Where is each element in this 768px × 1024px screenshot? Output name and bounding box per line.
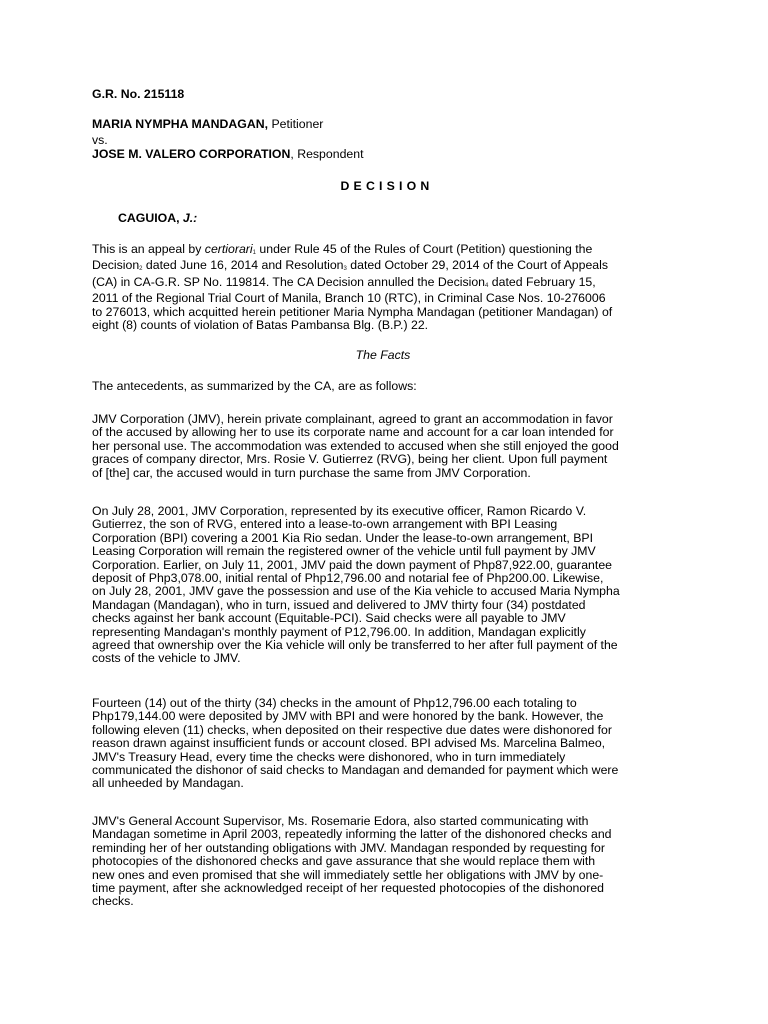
paragraph-line: reason drawn against insufficient funds or account closed. BPI advised Ms. Marcelina Balmeo, xyxy=(92,736,606,751)
paragraph-line: all unheeded by Mandagan. xyxy=(92,776,244,791)
intro-paragraph xyxy=(92,243,686,332)
paragraph-line: checks against her bank account (Equitable-PCI). Said checks were all payable to JMV xyxy=(92,611,566,626)
ponente-suffix: J.: xyxy=(182,211,198,225)
case-number: G.R. No. 215118 xyxy=(92,87,185,101)
paragraph-line: of the accused by allowing her to use its corporate name and account for a car loan intended for xyxy=(92,425,614,440)
paragraph-line: reminding her of her outstanding obligations with JMV. Mandagan responded by requesting for xyxy=(92,840,605,855)
intro-line-6: eight (8) counts of violation of Batas Pambansa Blg. (B.P.) 22. xyxy=(92,318,429,333)
respondent-name: JOSE M. VALERO CORPORATION xyxy=(92,147,291,161)
paragraph-line: Mandagan sometime in April 2003, repeatedly informing the latter of the dishonored checks and xyxy=(92,827,612,842)
respondent-line xyxy=(92,148,686,161)
paragraph-line: Fourteen (14) out of the thirty (34) checks in the amount of Php12,796.00 each totaling to xyxy=(92,696,577,710)
paragraph-1 xyxy=(92,413,686,480)
paragraph-line: On July 28, 2001, JMV Corporation, represented by its executive officer, Ramon Ricardo V. xyxy=(92,504,587,518)
footnote-marker[interactable]: 2 xyxy=(139,266,143,273)
paragraph-line: deposit of Php3,078.00, initial rental of Php12,796.00 and notarial fee of Php200.00. Likewise, xyxy=(92,571,604,586)
ponente-line xyxy=(118,212,712,225)
footnote-marker[interactable]: 4 xyxy=(485,282,489,289)
petitioner-name: MARIA NYMPHA MANDAGAN, xyxy=(92,117,269,131)
footnote-marker[interactable]: 1 xyxy=(252,250,256,256)
intro-line-2 xyxy=(92,259,686,275)
paragraph-line: Mandagan (Mandagan), who in turn, issued and delivered to JMV thirty four (34) postdated xyxy=(92,597,586,612)
intro-text: dated June 16, 2014 and Resolution xyxy=(142,258,344,273)
paragraph-line: following eleven (11) checks, when deposited on their respective due dates were dishonored for xyxy=(92,722,612,737)
paragraph-line: graces of company director, Mrs. Rosie V. Gutierrez (RVG), being her client. Upon full payment xyxy=(92,452,608,467)
paragraph-line: Corporation. Earlier, on July 11, 2001, JMV paid the down payment of Php87,922.00, guarantee xyxy=(92,557,612,572)
paragraph-line: communicated the dishonor of said checks to Mandagan and demanded for payment which were xyxy=(92,763,619,778)
paragraph-line: JMV's General Account Supervisor, Ms. Rosemarie Edora, also started communicating with xyxy=(92,814,589,828)
intro-line-1 xyxy=(92,243,686,259)
paragraph-line: JMV's Treasury Head, every time the checks were dishonored, who in turn immediately xyxy=(92,749,566,764)
paragraph-line: Php179,144.00 were deposited by JMV with BPI and were honored by the bank. However, the xyxy=(92,709,604,724)
paragraph-line: costs of the vehicle to JMV. xyxy=(92,651,241,666)
intro-text: (CA) in CA-G.R. SP No. 119814. The CA Decision annulled the Decision xyxy=(92,274,486,289)
petitioner-line xyxy=(92,118,686,131)
antecedents-text: The antecedents, as summarized by the CA, are as follows: xyxy=(92,379,417,393)
ponente-name: CAGUIOA, xyxy=(118,211,183,225)
intro-text: dated October 29, 2014 of the Court of Appeals xyxy=(346,258,609,273)
intro-text: Decision xyxy=(92,258,140,273)
respondent-role: , Respondent xyxy=(290,147,364,161)
paragraph-line: representing Mandagan's monthly payment of P12,796.00. In addition, Mandagan explicitly xyxy=(92,624,586,639)
intro-text: dated February 15, xyxy=(488,274,596,289)
paragraph-line: time payment, after she acknowledged receipt of her requested photocopies of the dishonored xyxy=(92,881,605,896)
paragraph-line: Corporation (BPI) covering a 2001 Kia Rio sedan. Under the lease-to-own arrangement, BPI xyxy=(92,530,594,545)
versus-text: vs. xyxy=(92,133,108,147)
paragraph-line: Leasing Corporation will remain the registered owner of the vehicle until full payment by JMV xyxy=(92,544,596,559)
paragraph-line: of [the] car, the accused would in turn purchase the same from JMV Corporation. xyxy=(92,465,531,480)
paragraph-2 xyxy=(92,505,686,666)
paragraph-line: checks. xyxy=(92,894,134,909)
footnote-marker[interactable]: 3 xyxy=(343,266,347,273)
certiorari-term: certiorari xyxy=(204,242,253,256)
paragraph-4 xyxy=(92,815,686,909)
paragraph-line: photocopies of the dishonored checks and gave assurance that she would replace them with xyxy=(92,854,596,869)
intro-line-3 xyxy=(92,276,686,292)
paragraph-line: her personal use. The accommodation was extended to accused when she still enjoyed the good xyxy=(92,438,619,453)
intro-text: under Rule 45 of the Rules of Court (Petition) questioning the xyxy=(255,242,593,256)
paragraph-3 xyxy=(92,697,686,791)
intro-text: This is an appeal by xyxy=(92,242,205,256)
paragraph-line: JMV Corporation (JMV), herein private complainant, agreed to grant an accommodation in favor xyxy=(92,412,613,426)
paragraph-line: new ones and even promised that she will immediately settle her obligations with JMV by one- xyxy=(92,867,604,882)
petitioner-role: Petitioner xyxy=(268,117,324,131)
intro-line-4: 2011 of the Regional Trial Court of Manila, Branch 10 (RTC), in Criminal Case Nos. 10-276006 xyxy=(92,291,606,306)
facts-heading: The Facts xyxy=(355,348,411,362)
paragraph-line: agreed that ownership over the Kia vehicle will only be transferred to her after full payment of the xyxy=(92,638,618,653)
paragraph-line: Gutierrez, the son of RVG, entered into a lease-to-own arrangement with BPI Leasing xyxy=(92,517,558,532)
paragraph-line: on July 28, 2001, JMV gave the possession and use of the Kia vehicle to accused Maria Nympha xyxy=(92,584,620,599)
intro-line-5: to 276013, which acquitted herein petitioner Maria Nympha Mandagan (petitioner Mandagan) of xyxy=(92,304,613,319)
decision-title: DECISION xyxy=(340,179,434,193)
